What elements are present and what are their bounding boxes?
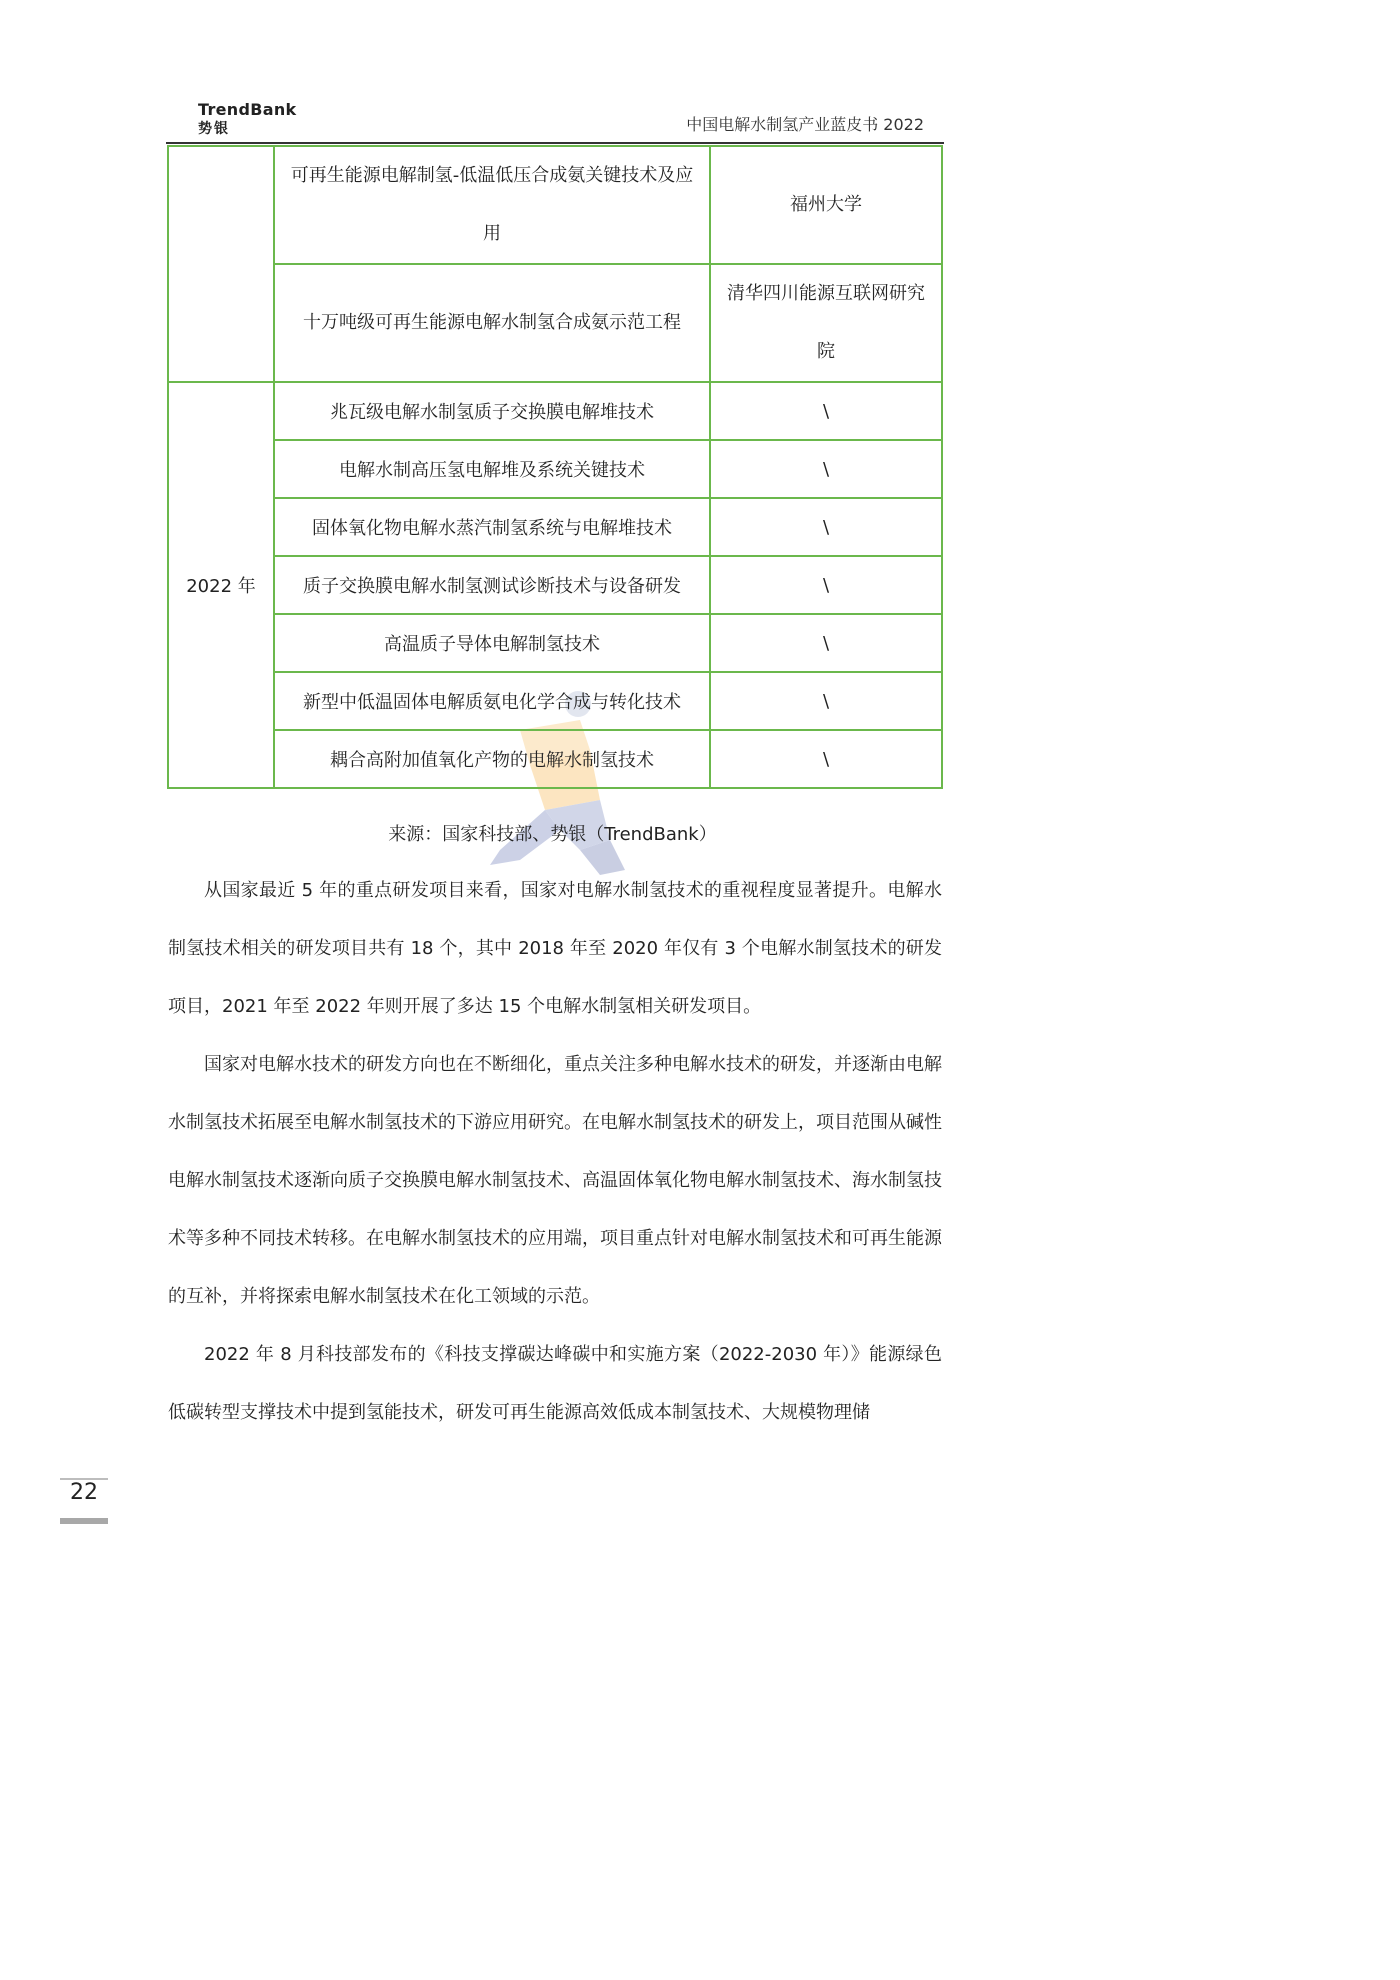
year-cell-blank	[168, 146, 274, 382]
page-number-rule-bottom	[60, 1518, 108, 1524]
table-row	[168, 556, 942, 614]
body-text	[168, 862, 942, 1442]
table-row	[168, 264, 942, 382]
org-cell: 福州大学	[710, 146, 942, 264]
org-cell: \	[710, 382, 942, 440]
project-cell: 固体氧化物电解水蒸汽制氢系统与电解堆技术	[274, 498, 710, 556]
org-cell: \	[710, 440, 942, 498]
page-number: 22	[70, 1480, 98, 1505]
project-cell: 可再生能源电解制氢-低温低压合成氨关键技术及应用	[274, 146, 710, 264]
paragraph: 从国家最近 5 年的重点研发项目来看，国家对电解水制氢技术的重视程度显著提升。电解水制氢技术相关的研发项目共有 18 个，其中 2018 年至 2020 年仅有 3 个电解水制氢技术的研发项目，2021 年至 2022 年则开展了多达 15 个电解水制氢相关研发项目。	[168, 880, 942, 1017]
logo-text-cn: 势银	[198, 121, 230, 137]
paragraph: 国家对电解水技术的研发方向也在不断细化，重点关注多种电解水技术的研发，并逐渐由电解水制氢技术拓展至电解水制氢技术的下游应用研究。在电解水制氢技术的研发上，项目范围从碱性电解水制氢技术逐渐向质子交换膜电解水制氢技术、高温固体氧化物电解水制氢技术、海水制氢技术等多种不同技术转移。在电解水制氢技术的应用端，项目重点针对电解水制氢技术和可再生能源的互补，并将探索电解水制氢技术在化工领域的示范。	[168, 1054, 942, 1307]
org-cell: \	[710, 672, 942, 730]
project-cell: 十万吨级可再生能源电解水制氢合成氨示范工程	[274, 264, 710, 382]
table-row	[168, 440, 942, 498]
logo-text-en: TrendBank	[198, 100, 297, 119]
table-source-caption: 来源：国家科技部、势银（TrendBank）	[388, 824, 717, 845]
table-row	[168, 382, 942, 440]
project-cell: 兆瓦级电解水制氢质子交换膜电解堆技术	[274, 382, 710, 440]
org-cell: \	[710, 498, 942, 556]
header-divider	[166, 142, 944, 144]
org-cell: \	[710, 614, 942, 672]
org-cell: \	[710, 556, 942, 614]
projects-table	[167, 145, 943, 789]
project-cell: 高温质子导体电解制氢技术	[274, 614, 710, 672]
org-cell: \	[710, 730, 942, 788]
table-row	[168, 614, 942, 672]
table-row	[168, 730, 942, 788]
table-row	[168, 672, 942, 730]
table-row	[168, 498, 942, 556]
project-cell: 新型中低温固体电解质氨电化学合成与转化技术	[274, 672, 710, 730]
project-cell: 电解水制高压氢电解堆及系统关键技术	[274, 440, 710, 498]
report-title: 中国电解水制氢产业蓝皮书 2022	[686, 115, 924, 134]
project-cell: 质子交换膜电解水制氢测试诊断技术与设备研发	[274, 556, 710, 614]
paragraph: 2022 年 8 月科技部发布的《科技支撑碳达峰碳中和实施方案（2022-2030 年）》能源绿色低碳转型支撑技术中提到氢能技术，研发可再生能源高效低成本制氢技术、大规模物理储	[168, 1344, 942, 1423]
logo	[198, 100, 296, 138]
table-row	[168, 146, 942, 264]
year-cell: 2022 年	[168, 382, 274, 788]
org-cell: 清华四川能源互联网研究院	[710, 264, 942, 382]
project-cell: 耦合高附加值氧化产物的电解水制氢技术	[274, 730, 710, 788]
